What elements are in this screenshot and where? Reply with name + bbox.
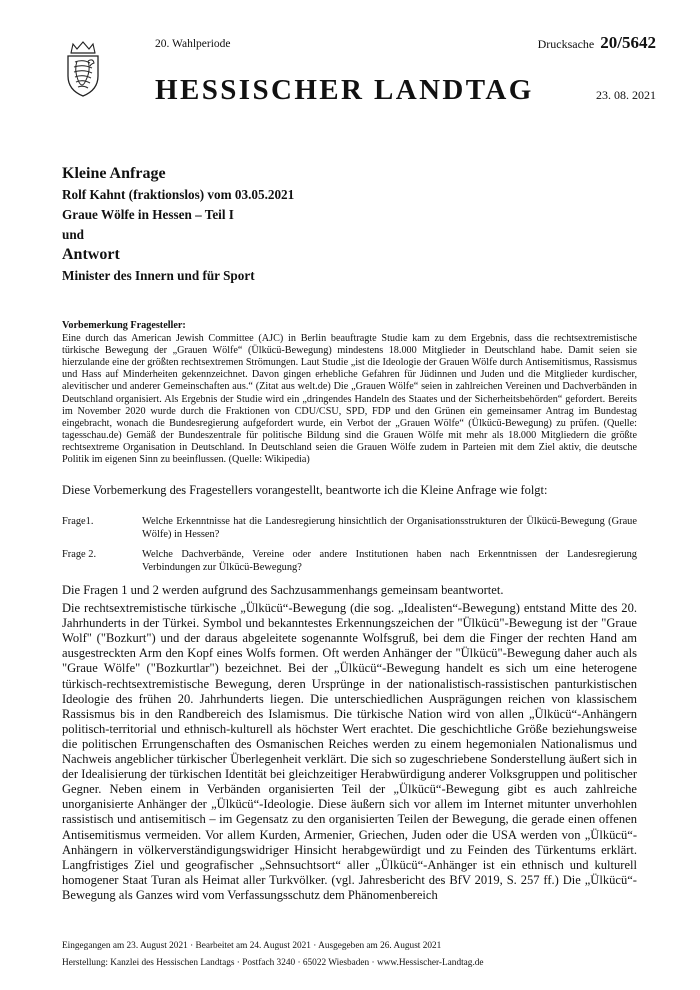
question-1 [62,516,637,541]
question-2-label: Frage 2. [62,549,97,560]
inquiry-und: und [62,227,85,242]
preliminary-remark [62,320,637,466]
answer-intro: Diese Vorbemerkung des Fragestellers vorangestellt, beantworte ich die Kleine Anfrage wie folgt: [62,483,548,497]
responding-minister: Minister des Innern und für Sport [62,268,255,283]
answer-heading: Antwort [62,246,120,263]
drucksache-label: Drucksache [537,37,595,51]
answer-body [62,583,637,903]
footer-dates: Eingegangen am 23. August 2021 · Bearbeitet am 24. August 2021 · Ausgegeben am 26. August 2021 [62,941,442,951]
inquiry-author: Rolf Kahnt (fraktionslos) vom 03.05.2021 [62,187,295,202]
question-1-text: Welche Erkenntnisse hat die Landesregierung hinsichtlich der Organisationsstrukturen der Ülkücü-Bewegung (Graue Wölfe) in Hessen? [142,516,637,540]
drucksache-number: 20/5642 [600,33,656,52]
inquiry-subject: Graue Wölfe in Hessen – Teil I [62,207,234,222]
question-2-text: Welche Dachverbände, Vereine oder andere Institutionen haben nach Erkenntnissen der Landesregierung Verbindungen zur Ülkücü-Bewegung? [142,549,637,573]
legislative-period: 20. Wahlperiode [155,38,231,50]
answer-paragraph-2: Die rechtsextremistische türkische „Ülkücü“-Bewegung (die sog. „Idealisten“-Bewegung) entstand Mitte des 20. Jahrhunderts in der Türkei. Symbol und bekanntestes Erkennungszeichen der "Ülkücü"-Bewegung ist der "Graue Wolf" ("Bozkurt") und der daraus abgeleitete sogenannte Wolfsgruß, bei dem die Finger der rechten Hand am ausgestreckten Arm den Kopf eines Wolfs formen. Oft werden Anhänger der "Ülkücü"-Bewegung daher auch als "Graue Wölfe" ("Bozkurtlar") bezeichnet. Bei der „Ülkücü“-Bewegung handelt es sich um eine heterogene türkisch-rechtsextremistische Bewegung, deren Ursprünge in der nationalistisch-rassistischen panturkistischen Ideologie des frühen 20. Jahrhunderts liegen. Die unterschiedlichen Ausprägungen reichen von klassischem Rassismus bis in den Randbereich des Islamismus. Die türkische Nation wird von allen „Ülkücü“-Anhängern politisch-territorial und ethnisch-kulturell als höchster Wert erachtet. Die geschichtliche Größe beziehungsweise die politischen Errungenschaften des Osmanischen Reiches werden zu einem hegemonialen Nationalismus und Nachweis angeblicher türkischer Überlegenheit verklärt. Die sich so zugeschriebene Sonderstellung äußert sich in der Idealisierung der türkischen Identität bei gleichzeitiger Herabwürdigung anderer Volksgruppen und politischer Gegner. Neben einem in Verbänden organisierten Teil der „Ülkücü“-Bewegung gibt es auch zahlreiche unorganisierte Anhänger der „Ülkücü“-Ideologie. Diese äußern sich vor allem im Internet mitunter unverhohlen rassistisch und antisemitisch – im Gegensatz zu den organisierten Teilen der Bewegung, die gerade einen offenen Antisemitismus vermeiden. Vor allem Kurden, Armenier, Griechen, Juden oder die USA werden von „Ülkücü“-Anhängern in völkerverständigungswidriger Hinsicht herabgewürdigt und zu Feinden des Türkentums erklärt. Langfristiges Ziel und geografischer „Sehnsuchtsort“ aller „Ülkücü“-Anhänger ist ein ethnisch und kulturell homogener Staat Turan als Heimat aller Turkvölker. (vgl. Jahresbericht des BfV 2019, S. 257 ff.) Die „Ülkücü“-Bewegung als Ganzes wird vom Verfassungsschutz dem Phänomenbereich [62,601,637,902]
question-2 [62,549,637,574]
document-number [538,33,656,53]
question-1-label: Frage1. [62,516,94,527]
inquiry-type: Kleine Anfrage [62,165,166,182]
footer-publisher: Herstellung: Kanzlei des Hessischen Landtags · Postfach 3240 · 65022 Wiesbaden · www.Hessischer-Landtag.de [62,958,484,968]
parliament-title: HESSISCHER LANDTAG [155,74,534,106]
inquiry-header [62,165,622,287]
coat-of-arms-icon [64,40,102,98]
document-date: 23. 08. 2021 [596,88,656,102]
preliminary-remark-text: Eine durch das American Jewish Committee (AJC) in Berlin beauftragte Studie kam zu dem Ergebnis, dass die rechtsextremistische türkische Bewegung der „Grauen Wölfe“ (Ülkücü-Bewegung) mindestens 18.000 Mitglieder in Deutschland habe. Damit seien sie hierzulande eine der größten rechtsextremen Strömungen. Laut Studie „ist die Ideologie der Grauen Wölfe durch Antisemitismus, Rassismus und Hass auf Minderheiten gekennzeichnet. Davon gingen erhebliche Gefahren für Jüdinnen und Juden und die Mitglieder kurdischer, alevitischer und anderer Gemeinschaften aus.“ (Zitat aus welt.de) Die „Grauen Wölfe“ seien in zahlreichen Vereinen und Dachverbänden in Deutschland organisiert. Als Ergebnis der Studie wird ein „dringendes Handeln des Staates und der Sicherheitsbehörden“ gefordert. Bereits im November 2020 wurde durch die Fraktionen von CDU/CSU, SPD, FDP und den Grünen ein gemeinsamer Antrag im Bundestag eingebracht, wonach die Bundesregierung aufgefordert wurde, ein Verbot der „Grauen Wölfe“ (Ülkücü-Bewegung) zu prüfen. (Quelle: tagesschau.de) Gemäß der Bundeszentrale für politische Bildung sind die Grauen Wölfe mit mehr als 18.000 Mitgliedern die größte rechtsextreme Organisation in Deutschland. In Deutschland seien die Grauen Wölfe zudem in Parteien mit dem Ziel aktiv, die deutsche Politik im eigenen Sinn zu beeinflussen. (Quelle: Wikipedia) [62,333,637,466]
preliminary-remark-title: Vorbemerkung Fragesteller: [62,320,186,331]
answer-paragraph-1: Die Fragen 1 und 2 werden aufgrund des Sachzusammenhangs gemeinsam beantwortet. [62,583,504,597]
